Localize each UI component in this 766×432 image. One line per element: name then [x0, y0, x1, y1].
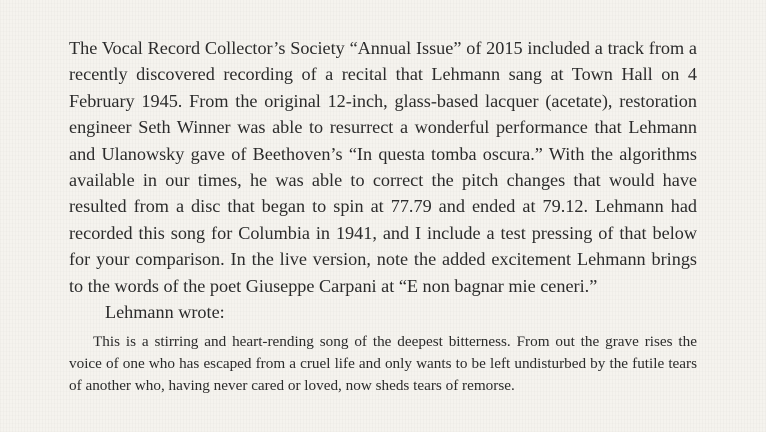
main-paragraph: The Vocal Record Collector’s Society “Annual Issue” of 2015 included a track from a recently discovered recording of a recital that Lehmann sang at Town Hall on 4 February 1945. From the original 12-inch, glass-based lacquer (acetate), restoration engineer Seth Winner was able to resurrect a wonderful performance that Lehmann and Ulanowsky gave of Beethoven’s “In questa tomba oscura.” With the algorithms available in our times, he was able to correct the pitch changes that would have resulted from a disc that began to spin at 77.79 and ended at 79.12. Lehmann had recorded this song for Columbia in 1941, and I include a test pressing of that below for your comparison. In the live version, note the added excitement Lehmann brings to the words of the poet Giuseppe Carpani at “E non bagnar mie ceneri.”	[69, 38, 697, 296]
block-quote: This is a stirring and heart-rending song of the deepest bitterness. From out the grave rises the voice of one who has escaped from a cruel life and only wants to be left undisturbed by the futile tears of another who, having never cared or loved, now sheds tears of remorse.	[69, 333, 697, 395]
article-body	[69, 35, 697, 397]
quote-intro: Lehmann wrote:	[105, 302, 225, 323]
